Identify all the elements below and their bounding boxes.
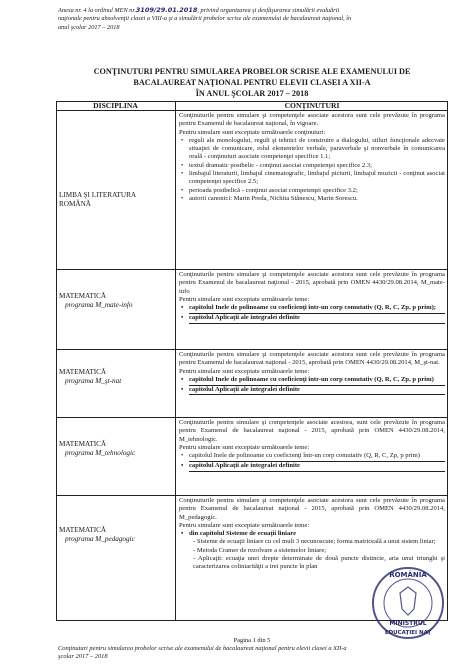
list-item: • capitolul Aplicaţii ale integralei definite [189,461,445,471]
discipline-name: MATEMATICĂ [59,526,107,534]
list-item: • autorii canonici: Marin Preda, Nichita Stănescu, Marin Sorescu. [189,195,445,203]
content-cell [179,419,445,473]
page-number: Pagina 1 din 5 [233,637,271,644]
list-item: • capitolul Aplicaţii ale integralei definite [189,385,445,395]
sub-item: - Sisteme de ecuaţii liniare cu cel mult 3 necunoscute; forma matriceală a unui sistem liniar; [193,538,436,546]
content-intro: Conţinuturile pentru simulare şi competenţele asociate acestora sunt cele prevăzute în programa pentru Examenul de bacalaureat naţional - 2015, aprobată prin OMEN 4430/29.08.2014, M_mate-info [179,271,445,295]
list-item: • limbajul literaturii, limbajul cinematografic, limbajul picturii, limbajul muzicii - conţinut asociat competenţei specifice 2.5; [189,170,445,187]
sub-item: - Aplicaţii: ecuaţia unei drepte determinate de două puncte distincte, aria unui triunghi şi caracterizarea coliniarităţii a trei puncte în plan [193,555,445,571]
content-intro: Conţinuturile pentru simulare şi competenţele asociate acestora sunt cele prevăzute în programa pentru Examenul de bacalaureat naţional - 2015, aprobată prin OMEN 4430/29.08.2014, M_pedagogic. [179,497,445,521]
discipline-name: LIMBA ŞI LITERATURA [59,191,137,199]
content-except: Pentru simulare sunt exceptate următoarele teme: [179,295,310,303]
page-footer [58,637,446,661]
title-line2: BACALAUREAT NAŢIONAL PENTRU ELEVII CLASEI A XII-A [133,78,371,87]
content-intro: Conţinuturile pentru simulare şi competenţele asociate acestora, sunt cele prevăzute în programa pentru Examenul de bacalaureat naţional - 2015, aprobată prin OMEN 4430/29.08.2014, M_tehnologic. [179,419,445,443]
discipline-program: programa M_pedagogic [65,535,135,543]
content-except: Pentru simulare sunt exceptate următoarele teme: [179,443,310,451]
document-header [58,6,448,32]
content-cell [179,497,445,572]
content-except: Pentru simulare sunt exceptate următoarele conţinuturi: [179,128,326,136]
discipline-cell [59,526,171,544]
stamp-text-bottom: EDUCAŢIEI NAŢ [384,630,432,636]
table-row [56,349,448,418]
official-stamp [370,565,446,641]
discipline-cell [59,368,171,386]
discipline-cell [59,191,171,209]
table-row [56,111,448,279]
column-header-continuturi: CONŢINUTURI [176,101,448,111]
list-item: • din capitolul Sisteme de ecuaţii liniare [189,530,445,538]
discipline-name: MATEMATICĂ [59,292,107,300]
content-except: Pentru simulare sunt exceptate următoarele teme: [179,367,310,375]
content-cell [179,351,445,396]
header-text: Anexa nr. 4 la ordinul MEN nr. [58,7,136,14]
list-item: • capitolul Aplicaţii ale integralei definite [189,313,445,323]
discipline-program: programa M_mate-info [65,301,133,309]
list-item: • textul dramatic postbelic - conţinut asociat competenţei specifice 2.3; [189,162,445,170]
list-item: • capitolul Inele de polinoame cu coeficienţi într-un corp comutativ (Q, R, C, Zp, p prim); [189,304,445,312]
list-item: • perioada postbelică - conţinut asociat competenţei specifice 3.2; [189,187,445,195]
footer-line2: şcolar 2017 – 2018 [58,653,108,660]
header-line2: naţionale pentru absolvenţii clasei a VIII-a şi a simulării probelor scrise ale examenului de bacalaureat naţional, în [58,15,352,23]
discipline-name: MATEMATICĂ [59,440,107,448]
list-item: • reguli ale monologului, reguli şi tehnici de construire a dialogului, stiluri funcţionale adecvate situaţiei de comunicare, rolul elementelor verbale, paraverbale şi nonverbale în comunicarea orală - conţinuturi asociate competenţei specifice 1.1; [189,137,445,162]
sub-item: - Metoda Cramer de rezolvare a sistemelor liniare; [193,546,327,554]
column-header-disciplina: DISCIPLINA [56,101,175,111]
excluded-list [179,376,445,396]
content-cell [179,112,445,203]
excluded-list [179,137,445,203]
stamp-text-top: ROMÂNIA [389,571,427,579]
table-row [56,269,448,350]
order-number: 3109/29.01.2018 [135,6,198,14]
header-line3: anul şcolar 2017 – 2018 [58,23,120,31]
discipline-cell [59,292,171,310]
content-intro: Conţinuturile pentru simulare şi competenţele asociate acestora sunt cele prevăzute în programa pentru Examenul de bacalaureat naţional - 2015, aprobată prin OMEN 4430/29.08.2014, M_şt-nat. [179,351,445,367]
discipline-cell [59,440,171,458]
list-item: • capitolul Inele de polinoame cu coeficienţi într-un corp comutativ (Q, R, C, Zp, p prim) [189,452,445,460]
content-intro: Conţinuturile pentru simulare şi competenţele asociate acestora sunt cele prevăzute în programa pentru Examenul de bacalaureat naţional, în vigoare. [179,112,445,128]
excluded-list [179,452,445,472]
stamp-text-mid: MINISTRUL [389,620,427,627]
title-line1: CONŢINUTURI PENTRU SIMULAREA PROBELOR SCRISE ALE EXAMENULUI DE [93,67,411,76]
table-row [56,417,448,496]
footer-line1: Conţinuturi pentru simularea probelor scrise ale examenului de bacalaureat naţional pentru elevii clasei a XII-a [58,645,347,652]
excluded-list [179,530,445,538]
discipline-name: MATEMATICĂ [59,368,107,376]
page-title [58,66,446,99]
content-except: Pentru simulare sunt exceptate următoarele teme: [179,521,310,529]
discipline-program: programa M_şt-nat [65,377,122,385]
list-item: • capitolul Inele de polinoame cu coeficienţi într-un corp comutativ (Q, R, C, Zp, p prim) [189,376,445,384]
header-text-cont: , privind organizarea şi desfăşurarea simulării evaluării [197,7,340,14]
excluded-list [179,304,445,324]
title-line3: ÎN ANUL ŞCOLAR 2017 – 2018 [195,89,309,98]
discipline-name-cont: ROMÂNĂ [59,200,91,208]
content-table [56,101,448,621]
discipline-program: programa M_tehnologic [65,449,136,457]
content-cell [179,271,445,325]
